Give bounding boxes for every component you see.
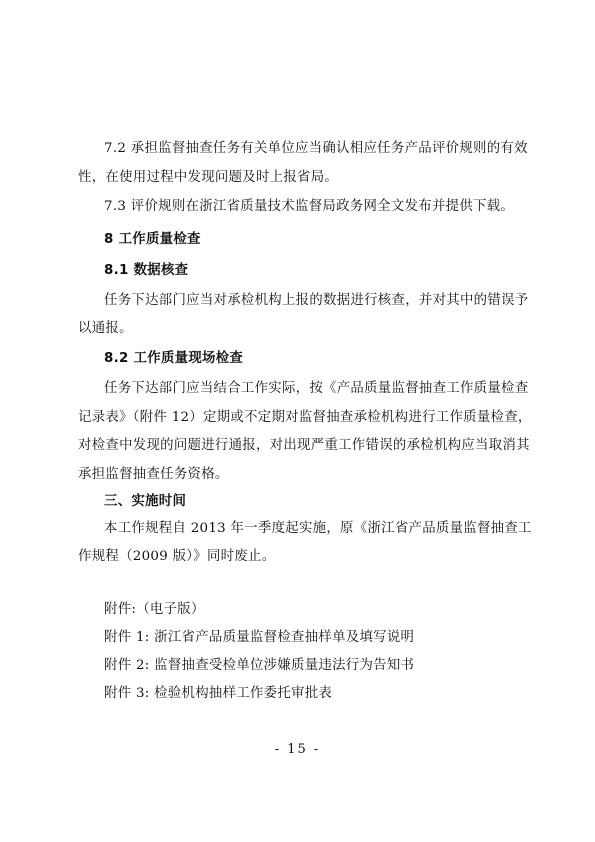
section-8-heading: 8 工作质量检查 — [104, 232, 201, 247]
paragraph-3-line-1: 本工作规程自 2013 年一季度起实施，原《浙江省产品质量监督抽查工 — [104, 521, 532, 536]
paragraph-7-2-line-1: 7.2 承担监督抽查任务有关单位应当确认相应任务产品评价规则的有效 — [104, 141, 528, 156]
attachments-title: 附件:（电子版） — [104, 602, 205, 617]
paragraph-8-2-line-1: 任务下达部门应当结合工作实际，按《产品质量监督抽查工作质量检查 — [104, 381, 529, 396]
section-8-1-heading: 8.1 数据核查 — [104, 263, 189, 278]
page-number: - 15 - — [274, 742, 321, 757]
paragraph-8-2-line-2: 记录表》（附件 12）定期或不定期对监督抽查承检机构进行工作质量检查， — [78, 410, 532, 425]
paragraph-8-2-line-3: 对检查中发现的问题进行通报，对出现严重工作错误的承检机构应当取消其 — [78, 438, 530, 453]
attachment-item-2: 附件 2: 监督抽查受检单位涉嫌质量违法行为告知书 — [104, 658, 415, 673]
attachment-item-3: 附件 3: 检验机构抽样工作委托审批表 — [104, 686, 333, 701]
paragraph-8-1-line-2: 以通报。 — [78, 321, 133, 336]
section-3-heading: 三、实施时间 — [104, 494, 187, 509]
attachment-item-1: 附件 1: 浙江省产品质量监督检查抽样单及填写说明 — [104, 630, 415, 645]
paragraph-7-2-line-2: 性，在使用过程中发现问题及时上报省局。 — [78, 170, 339, 185]
paragraph-7-3: 7.3 评价规则在浙江省质量技术监督局政务网全文发布并提供下载。 — [104, 199, 515, 214]
paragraph-8-1-line-1: 任务下达部门应当对承检机构上报的数据进行核查，并对其中的错误予 — [104, 293, 529, 308]
section-8-2-heading: 8.2 工作质量现场检查 — [104, 351, 244, 366]
paragraph-3-line-2: 作规程（2009 版）》同时废止。 — [78, 549, 276, 564]
paragraph-8-2-line-4: 承担监督抽查任务资格。 — [78, 467, 229, 482]
